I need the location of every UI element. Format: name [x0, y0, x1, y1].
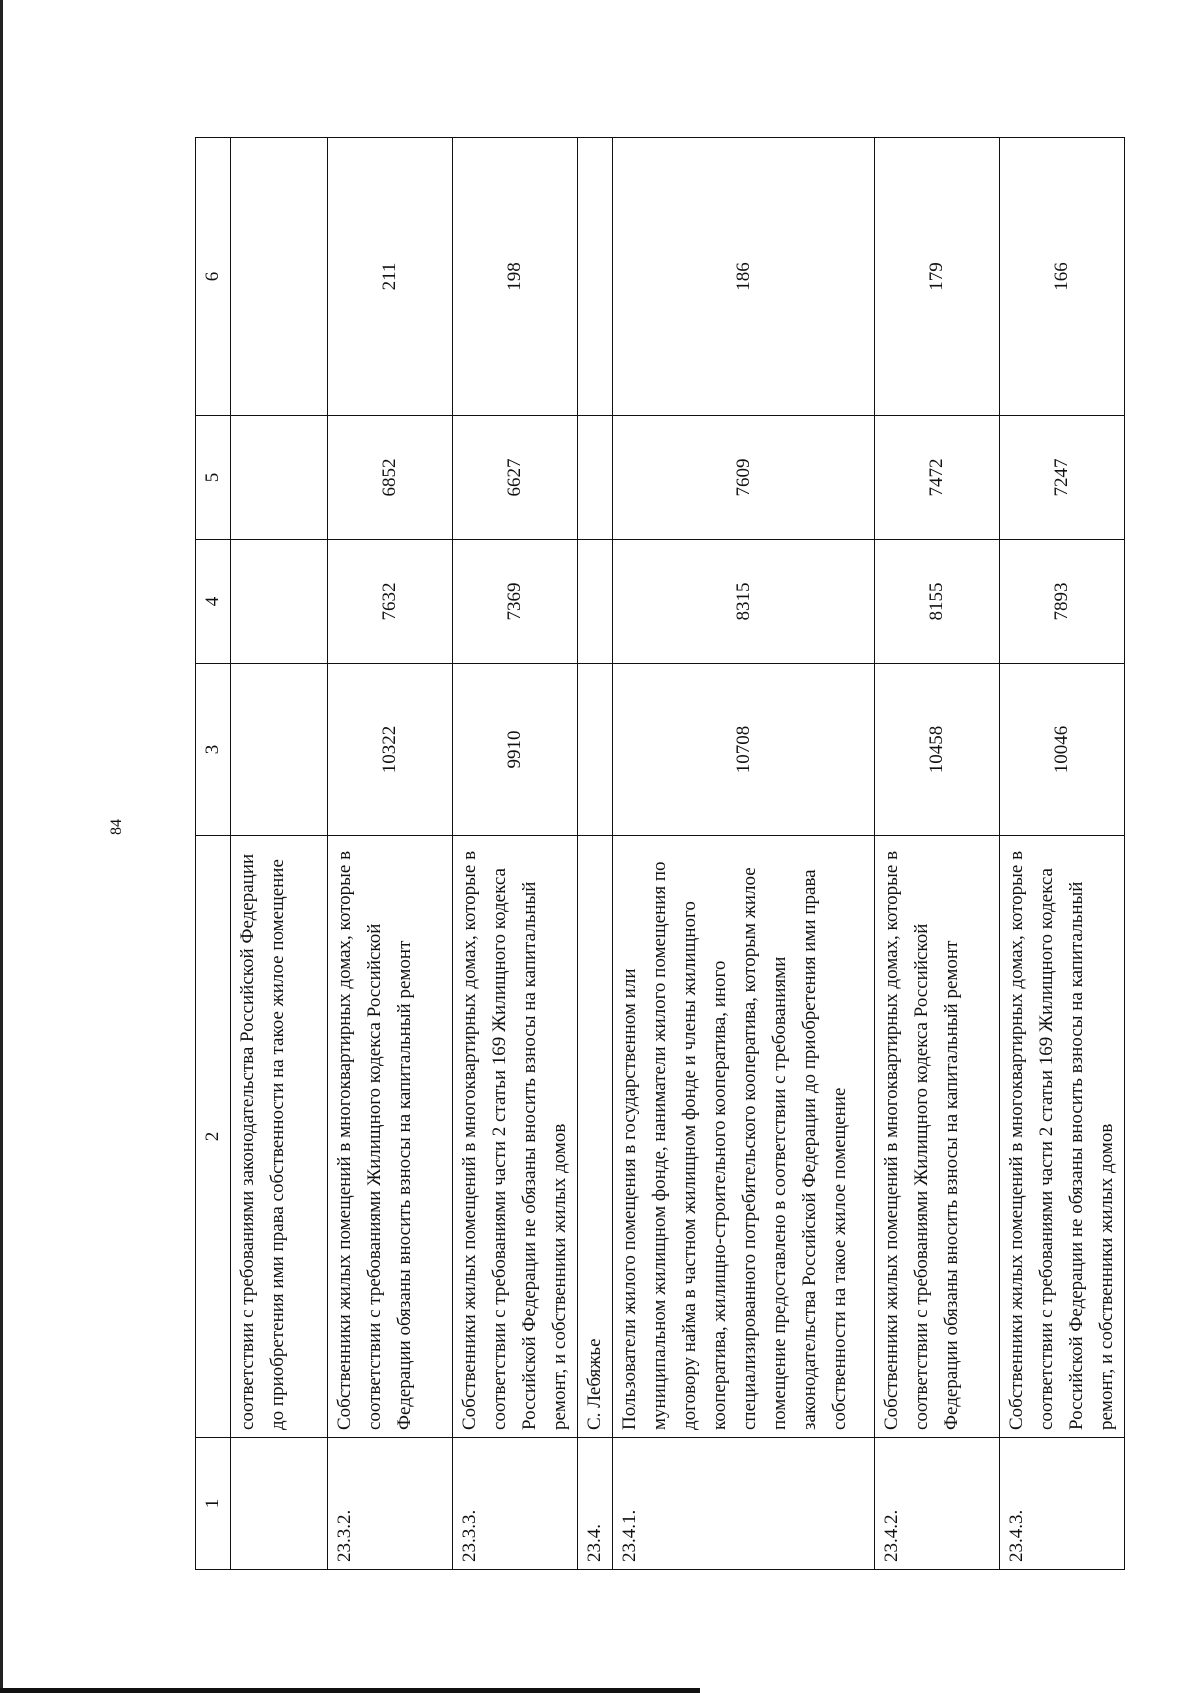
tariff-table — [195, 137, 1125, 1570]
row-code: 23.4. — [578, 1438, 613, 1570]
cell-col3: 10458 — [875, 664, 1000, 836]
row-text: Собственники жилых помещений в многоквартирных домах, которые в соответствии с требованиями части 2 статьи 169 Жилищного кодекса Российской Федерации не обязаны вносить взносы на капитальный ремонт, и собственники жилых домов — [1000, 836, 1125, 1438]
row-code: 23.4.3. — [1000, 1438, 1125, 1570]
header-cell: 6 — [196, 138, 231, 416]
cell-col6: 211 — [328, 138, 453, 416]
scan-edge-left — [0, 0, 3, 1693]
table-row — [1000, 138, 1125, 1570]
scan-edge-bottom — [0, 1688, 700, 1693]
page-number: 84 — [108, 819, 125, 835]
table-row — [578, 138, 613, 1570]
row-code: 23.4.2. — [875, 1438, 1000, 1570]
cell-col4: 7369 — [453, 540, 578, 664]
header-cell: 3 — [196, 664, 231, 836]
table-row — [875, 138, 1000, 1570]
cell-col4: 7893 — [1000, 540, 1125, 664]
table-header-row — [196, 138, 231, 1570]
row-text: соответствии с требованиями законодательства Российской Федерации до приобретения ими права собственности на такое жилое помещение — [231, 836, 328, 1438]
cell-col5 — [578, 416, 613, 540]
rotated-table-container — [195, 138, 1117, 1570]
cell-col3 — [578, 664, 613, 836]
cell-col3: 10046 — [1000, 664, 1125, 836]
table-row — [613, 138, 875, 1570]
header-cell: 1 — [196, 1438, 231, 1570]
cell-col6 — [231, 138, 328, 416]
cell-col6 — [578, 138, 613, 416]
cell-col5: 6852 — [328, 416, 453, 540]
cell-col5: 6627 — [453, 416, 578, 540]
cell-col6: 198 — [453, 138, 578, 416]
table-row — [231, 138, 328, 1570]
cell-col6: 166 — [1000, 138, 1125, 416]
header-cell: 5 — [196, 416, 231, 540]
header-cell: 4 — [196, 540, 231, 664]
cell-col4: 8155 — [875, 540, 1000, 664]
row-text: Собственники жилых помещений в многоквартирных домах, которые в соответствии с требованиями Жилищного кодекса Российской Федерации обязаны вносить взносы на капитальный ремонт — [328, 836, 453, 1438]
cell-col6: 179 — [875, 138, 1000, 416]
row-code: 23.4.1. — [613, 1438, 875, 1570]
row-code: 23.3.3. — [453, 1438, 578, 1570]
cell-col4: 7632 — [328, 540, 453, 664]
row-text: Собственники жилых помещений в многоквартирных домах, которые в соответствии с требованиями части 2 статьи 169 Жилищного кодекса Российской Федерации не обязаны вносить взносы на капитальный ремонт, и собственники жилых домов — [453, 836, 578, 1438]
cell-col4: 8315 — [613, 540, 875, 664]
table-row — [328, 138, 453, 1570]
cell-col4 — [231, 540, 328, 664]
cell-col5: 7472 — [875, 416, 1000, 540]
cell-col3: 9910 — [453, 664, 578, 836]
cell-col4 — [578, 540, 613, 664]
row-text: Пользователи жилого помещения в государственном или муниципальном жилищном фонде, наниматели жилого помещения по договору найма в частном жилищном фонде и члены жилищного кооператива, жилищно-строительного кооператива, иного специализированного потребительского кооператива, которым жилое помещение предоставлено в соответствии с требованиями законодательства Российской Федерации до приобретения ими права собственности на такое жилое помещение — [613, 836, 875, 1438]
table-row — [453, 138, 578, 1570]
row-text: С. Лебяжье — [578, 836, 613, 1438]
cell-col3 — [231, 664, 328, 836]
cell-col3: 10322 — [328, 664, 453, 836]
cell-col5: 7247 — [1000, 416, 1125, 540]
cell-col6: 186 — [613, 138, 875, 416]
cell-col3: 10708 — [613, 664, 875, 836]
row-code — [231, 1438, 328, 1570]
row-code: 23.3.2. — [328, 1438, 453, 1570]
row-text: Собственники жилых помещений в многоквартирных домах, которые в соответствии с требованиями Жилищного кодекса Российской Федерации обязаны вносить взносы на капитальный ремонт — [875, 836, 1000, 1438]
cell-col5: 7609 — [613, 416, 875, 540]
header-cell: 2 — [196, 836, 231, 1438]
cell-col5 — [231, 416, 328, 540]
